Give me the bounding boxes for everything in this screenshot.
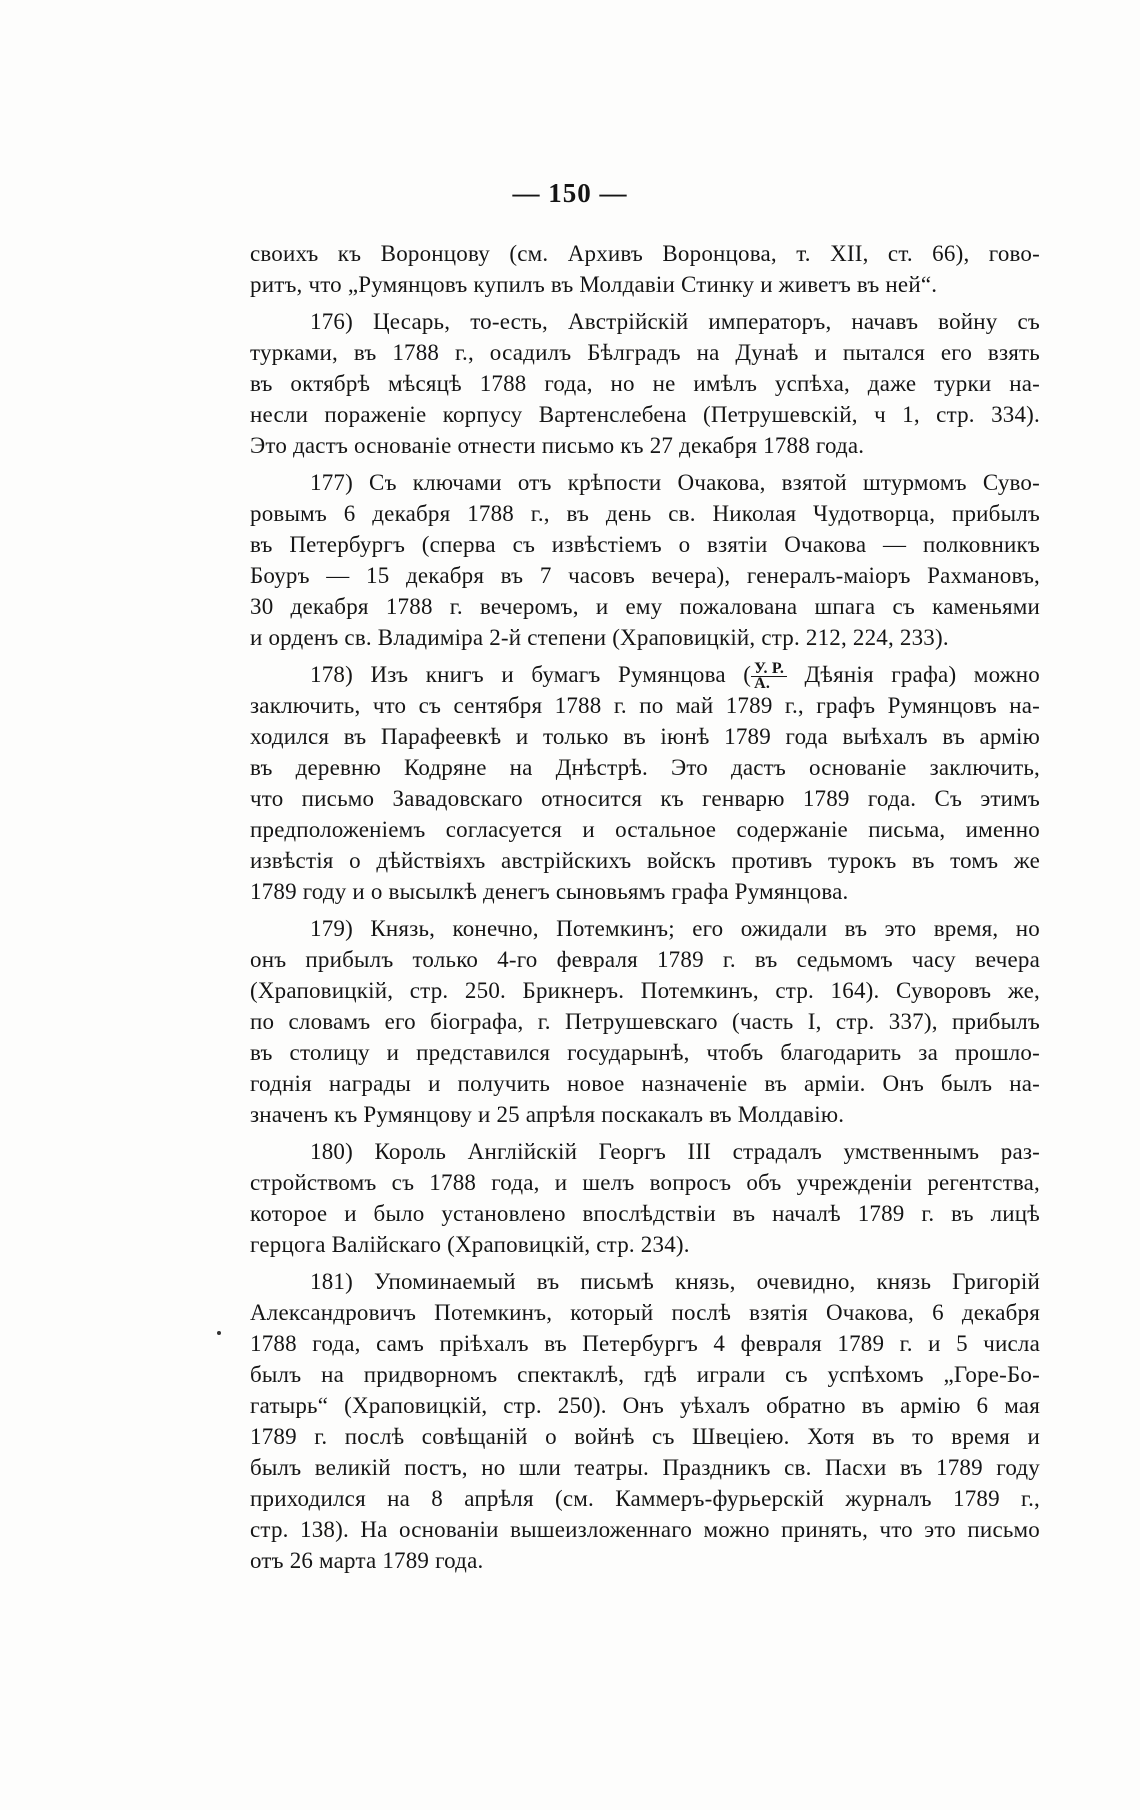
text-line: герцога Валійскаго (Храповицкій, стр. 234). <box>250 1232 690 1257</box>
text-line: (Храповицкій, стр. 250. Брикнеръ. Потемкинъ, стр. 164). Суворовъ же, <box>250 978 1040 1003</box>
text-line: 30 декабря 1788 г. вечеромъ, и ему пожалована шпага съ каменьями <box>250 594 1040 619</box>
text-line: 181) Упоминаемый въ письмѣ князь, очевидно, князь Григорій <box>310 1269 1040 1294</box>
text-line: ритъ, что „Румянцовъ купилъ въ Молдавіи Стинку и живетъ въ ней“. <box>250 272 938 297</box>
fraction <box>751 662 787 691</box>
text-line: что письмо Завадовскаго относится къ генварю 1789 года. Съ этимъ <box>250 786 1040 811</box>
text-line: заключить, что съ сентября 1788 г. по май 1789 г., графъ Румянцовъ на- <box>250 693 1040 718</box>
text-line: турками, въ 1788 г., осадилъ Бѣлградъ на Дунаѣ и пытался его взять <box>250 340 1040 365</box>
text-line: 180) Король Англійскій Георгъ III страдалъ умственнымъ раз- <box>310 1139 1040 1164</box>
text-line: 1789 году и о высылкѣ денегъ сыновьямъ графа Румянцова. <box>250 879 849 904</box>
footnote-176 <box>250 306 1040 461</box>
text-line: стройствомъ съ 1788 года, и шелъ вопросъ объ учрежденіи регентства, <box>250 1170 1040 1195</box>
text-line: 177) Съ ключами отъ крѣпости Очакова, взятой штурмомъ Суво- <box>310 470 1040 495</box>
text-block <box>250 238 1040 1582</box>
text-line: Это дастъ основаніе отнести письмо къ 27 декабря 1788 года. <box>250 433 865 458</box>
text-line: въ октябрѣ мѣсяцѣ 1788 года, но не имѣлъ успѣха, даже турки на- <box>250 371 1040 396</box>
text-line: извѣстія о дѣйствіяхъ австрійскихъ войскъ противъ турокъ въ томъ же <box>250 848 1040 873</box>
text-line: въ деревню Кодряне на Днѣстрѣ. Это дастъ основаніе заключить, <box>250 755 1040 780</box>
text-line: приходился на 8 апрѣля (см. Каммеръ-фурьерскій журналъ 1789 г., <box>250 1486 1040 1511</box>
text-line-with-fraction <box>250 659 1040 693</box>
footnote-180 <box>250 1136 1040 1260</box>
text-line: Боуръ — 15 декабря въ 7 часовъ вечера), генералъ-маіоръ Рахмановъ, <box>250 563 1040 588</box>
text-line: своихъ къ Воронцову (см. Архивъ Воронцова, т. XII, ст. 66), гово- <box>250 241 1040 266</box>
text-line: ровымъ 6 декабря 1788 г., въ день св. Николая Чудотворца, прибылъ <box>250 501 1040 526</box>
text-line: 176) Цесарь, то-есть, Австрійскій императоръ, начавъ войну съ <box>310 309 1040 334</box>
fraction-denominator: А. <box>754 675 771 693</box>
text-line: по словамъ его біографа, г. Петрушевскаго (часть I, стр. 337), прибылъ <box>250 1009 1040 1034</box>
text-line: 1788 года, самъ пріѣхалъ въ Петербургъ 4 февраля 1789 г. и 5 числа <box>250 1331 1040 1356</box>
text-line: предположеніемъ согласуется и остальное содержаніе письма, именно <box>250 817 1040 842</box>
text-line: въ Петербургъ (сперва съ извѣстіемъ о взятіи Очакова — полковникъ <box>250 532 1040 557</box>
intro-paragraph <box>250 238 1040 300</box>
text-line: 1789 г. послѣ совѣщаній о войнѣ съ Швеціею. Хотя въ то время и <box>250 1424 1040 1449</box>
text-line: отъ 26 марта 1789 года. <box>250 1548 484 1573</box>
text-line: несли пораженіе корпусу Вартенслебена (Петрушевскій, ч 1, стр. 334). <box>250 402 1040 427</box>
text-line: 179) Князь, конечно, Потемкинъ; его ожидали въ это время, но <box>310 916 1040 941</box>
text-fragment: Дѣянія графа) можно <box>787 662 1040 687</box>
page-number: — 150 — <box>512 178 628 208</box>
text-line: ходился въ Парафеевкѣ и только въ іюнѣ 1789 года выѣхалъ въ армію <box>250 724 1040 749</box>
ink-speck <box>217 1331 221 1335</box>
fraction-numerator: У. Р. <box>751 662 787 677</box>
text-line: онъ прибылъ только 4-го февраля 1789 г. въ седьмомъ часу вечера <box>250 947 1040 972</box>
text-line: годнія награды и получить новое назначеніе въ арміи. Онъ былъ на- <box>250 1071 1040 1096</box>
text-line: Александровичъ Потемкинъ, который послѣ взятія Очакова, 6 декабря <box>250 1300 1040 1325</box>
text-line: стр. 138). На основаніи вышеизложеннаго можно принять, что это письмо <box>250 1517 1040 1542</box>
text-line: которое и было установлено впослѣдствіи въ началѣ 1789 г. въ лицѣ <box>250 1201 1040 1226</box>
text-line: въ столицу и представился государынѣ, чтобъ благодарить за прошло- <box>250 1040 1040 1065</box>
text-line: былъ великій постъ, но шли театры. Праздникъ св. Пасхи въ 1789 году <box>250 1455 1040 1480</box>
footnote-181 <box>250 1266 1040 1576</box>
footnote-177 <box>250 467 1040 653</box>
text-line: гатырь“ (Храповицкій, стр. 250). Онъ уѣхалъ обратно въ армію 6 мая <box>250 1393 1040 1418</box>
footnote-179 <box>250 913 1040 1130</box>
text-fragment: 178) Изъ книгъ и бумагъ Румянцова ( <box>310 662 752 687</box>
footnote-178 <box>250 659 1040 907</box>
text-line: былъ на придворномъ спектаклѣ, гдѣ играли съ успѣхомъ „Горе-Бо- <box>250 1362 1040 1387</box>
text-line: и орденъ св. Владиміра 2-й степени (Храповицкій, стр. 212, 224, 233). <box>250 625 949 650</box>
text-line: значенъ къ Румянцову и 25 апрѣля поскакалъ въ Молдавію. <box>250 1102 845 1127</box>
